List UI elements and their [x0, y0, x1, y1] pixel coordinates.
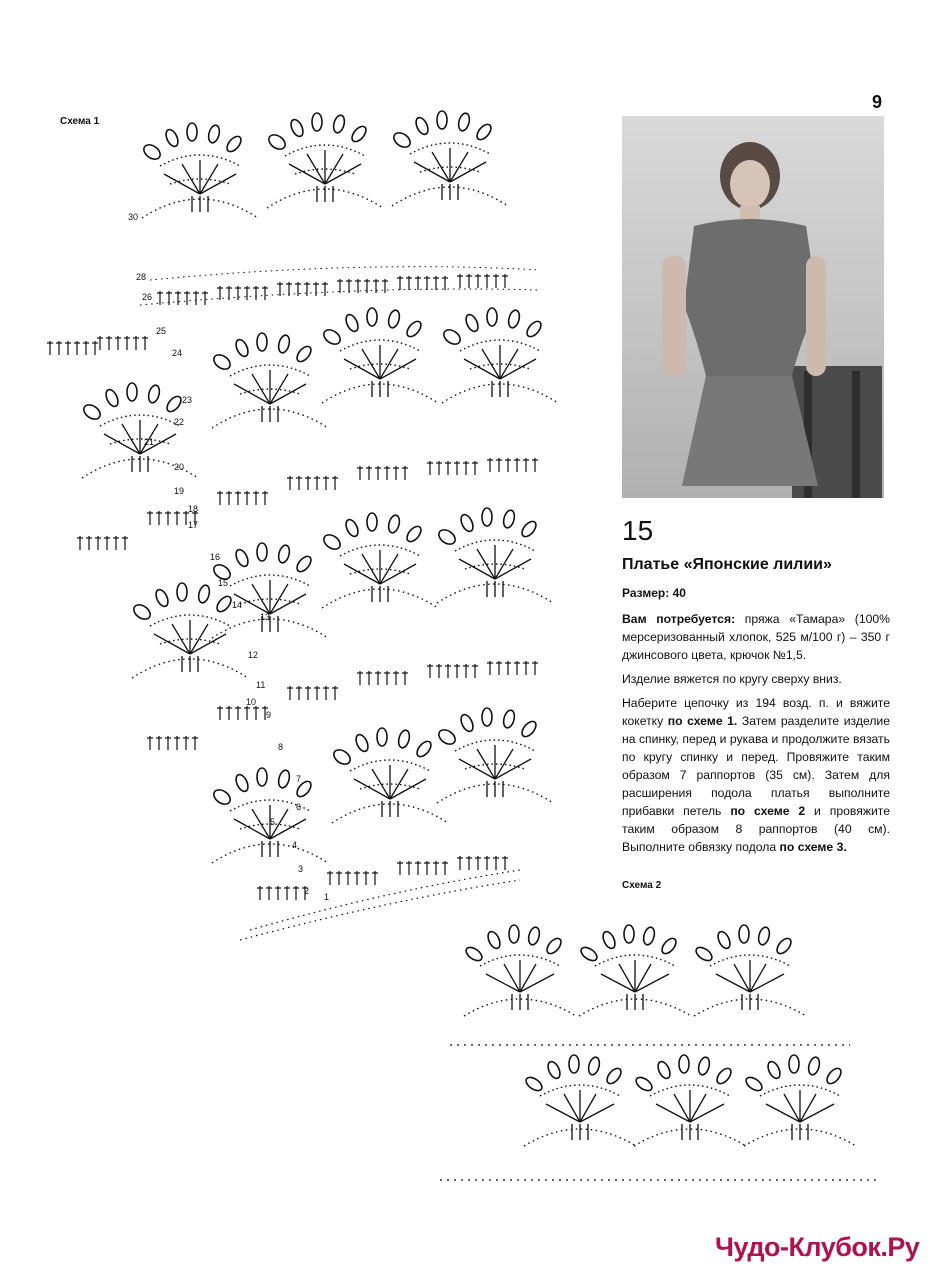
row-number: 18 — [188, 504, 199, 514]
row-number: 1 — [324, 892, 330, 902]
row-number: 10 — [246, 697, 257, 707]
row-number: 3 — [298, 864, 304, 874]
row-number: 17 — [188, 520, 199, 530]
row-number: 25 — [156, 326, 167, 336]
schema-1-chart — [40, 110, 600, 950]
materials-text: пряжа «Тамара» (100% мерсеризованный хлопок, 525 м/100 г) – 350 г джинсового цвета, крючок №1,5. — [622, 612, 891, 662]
row-number: 7 — [296, 774, 302, 784]
schema-2-chart — [430, 905, 890, 1205]
woman-in-dress-illustration — [622, 116, 884, 498]
instruction-part: Наберите цепочку из 194 возд. п. и вяжите кокетку — [622, 696, 890, 728]
row-number: 22 — [174, 417, 185, 427]
size-line — [622, 586, 686, 600]
schema-reference: по схеме 1. — [667, 714, 738, 728]
schema-2-label: Схема 2 — [622, 880, 662, 891]
schema-1-label: Схема 1 — [60, 116, 100, 127]
instructions-paragraph — [622, 694, 890, 856]
instructions-text — [622, 610, 890, 862]
row-number: 9 — [266, 710, 272, 720]
row-number: 19 — [174, 486, 185, 496]
row-number: 6 — [296, 802, 302, 812]
row-number: 11 — [256, 680, 266, 690]
row-number: 13 — [260, 612, 271, 622]
row-number: 20 — [174, 462, 185, 472]
row-number: 16 — [210, 552, 221, 562]
pattern-number: 15 — [622, 515, 654, 546]
row-number: 12 — [248, 650, 259, 660]
size-label: Размер: — [622, 586, 670, 600]
row-number: 14 — [232, 600, 243, 610]
row-number: 24 — [172, 348, 183, 358]
watermark: Чудо-Клубок.Ру — [715, 1232, 920, 1262]
size-value: 40 — [672, 586, 686, 600]
row-number: 15 — [218, 578, 229, 588]
materials-label: Вам потребуется: — [622, 612, 736, 626]
row-number: 21 — [144, 437, 155, 447]
page-number: 9 — [872, 92, 883, 112]
pattern-title: Платье «Японские лилии» — [622, 556, 832, 573]
row-number: 8 — [278, 742, 284, 752]
row-number: 2 — [304, 886, 310, 896]
materials-paragraph — [622, 610, 890, 664]
model-photo — [622, 116, 884, 498]
row-number: 4 — [292, 840, 298, 850]
direction-paragraph: Изделие вяжется по кругу сверху вниз. — [622, 672, 842, 686]
schema-reference: по схеме 3. — [779, 840, 847, 854]
row-number: 23 — [182, 395, 193, 405]
instruction-part: и провяжите таким образом 8 раппортов (40 см). Выполните обвязку подола — [622, 804, 891, 854]
row-number: 26 — [142, 292, 153, 302]
row-number: 30 — [128, 212, 139, 222]
schema-reference: по схеме 2 — [730, 804, 806, 818]
row-number: 28 — [136, 272, 147, 282]
row-number: 5 — [270, 817, 276, 827]
instruction-part: Затем разделите изделие на спинку, перед и рукава и продолжите вязать по кругу спинку и перед. Провяжите таким образом 7 раппортов (35 см). Затем для расширения подола платья выполните прибавки петель — [622, 714, 891, 818]
